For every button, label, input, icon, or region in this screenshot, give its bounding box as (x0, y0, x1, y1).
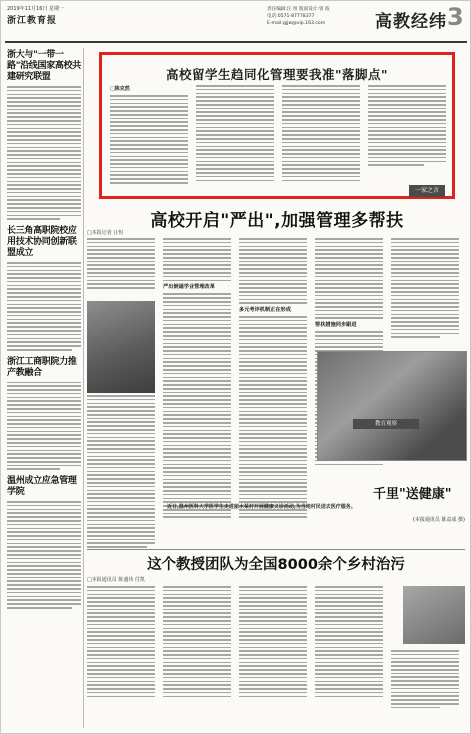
photo-headline: 千里"送健康" (373, 487, 452, 502)
page-header (1, 1, 471, 41)
left-news-column (5, 48, 84, 728)
left-text-2 (7, 262, 81, 351)
editorial-info (267, 6, 330, 27)
feature-column-badge: 一家之言 (409, 185, 445, 197)
main-subhead-1: 严出倒逼学业管理改革 (163, 284, 215, 291)
editor-line: 责任编辑:汪 恒 版面设计:曾 波 (267, 7, 330, 12)
newspaper-logo: 浙江教育报 (7, 16, 58, 26)
main-headline: 高校开启"严出",加强管理多帮扶 (150, 211, 404, 231)
main-col-5 (391, 238, 459, 340)
main-subhead-2: 多元考评机制正在形成 (239, 307, 291, 314)
main-photo-caption-text (87, 395, 155, 550)
photo-column-badge: 教育观察 (353, 419, 419, 429)
bottom-col-4 (315, 586, 383, 699)
left-headline-3: 浙江工商职院力推产教融合 (7, 356, 77, 378)
feature-col-4 (368, 85, 446, 168)
section-title: 高教经纬 (375, 12, 447, 32)
left-headline-1: 浙大与"一带一路"沿线国家高校共建研究联盟 (7, 50, 81, 82)
feature-author: □陈克然 (110, 86, 130, 92)
feature-col-2 (196, 85, 274, 183)
header-rule (5, 41, 467, 43)
feature-commentary-box (99, 52, 455, 199)
bottom-col-5 (391, 650, 459, 711)
main-story-photo (87, 301, 155, 393)
left-headline-4: 温州成立应急管理学院 (7, 476, 77, 498)
health-service-photo (317, 351, 467, 461)
bottom-story-photo (403, 586, 465, 644)
section-divider (87, 549, 465, 550)
left-text-3 (7, 382, 81, 471)
left-headline-2: 长三角高职院校应用技术协同创新联盟成立 (7, 225, 77, 258)
bottom-col-3 (239, 586, 307, 699)
left-text-4 (7, 501, 81, 608)
email-line: E-mail:gjjw@vip.163.com (267, 21, 326, 26)
main-subhead-3: 帮扶措施同步跟进 (315, 322, 357, 329)
bottom-headline: 这个教授团队为全国8000余个乡村治污 (147, 557, 405, 573)
photo-caption-line-2: (本报通讯员 陈益成 摄) (412, 517, 465, 523)
bottom-col-1 (87, 586, 155, 699)
issue-date: 2019年11月16日 星期一 (7, 6, 65, 12)
feature-title: 高校留学生趋同化管理要我准"落脚点" (165, 67, 389, 82)
photo-caption-line-1: 近日,温州医科大学医学生走进丽水某村开展健康义诊活动,为当地村民送去医疗服务。 (167, 504, 356, 510)
feature-col-1 (110, 85, 188, 186)
page-number: 3 (447, 3, 464, 31)
feature-col-3 (282, 85, 360, 183)
main-col-1 (87, 238, 155, 291)
bottom-byline: □本报通讯员 陈盛伟 付凯 (87, 577, 145, 583)
left-text-1 (7, 86, 81, 220)
main-byline: □本报记者 汪恒 (87, 230, 124, 236)
main-col-2 (163, 238, 231, 520)
main-col-3 (239, 238, 307, 520)
phone-line: 电话:0571-87778377 (267, 14, 315, 19)
photo-caption (167, 504, 465, 524)
bottom-col-2 (163, 586, 231, 699)
